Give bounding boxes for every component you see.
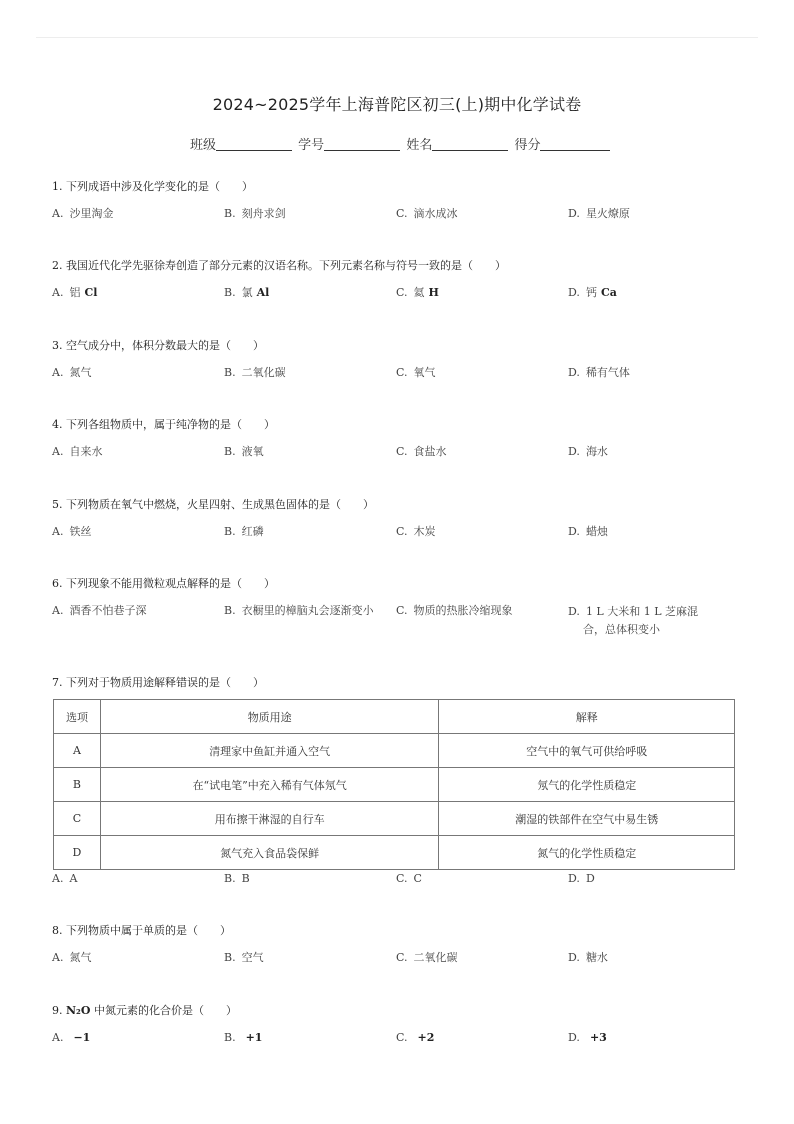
- table-cell: 清理家中鱼缸并通入空气: [100, 734, 439, 768]
- option-c[interactable]: C. 物质的热胀冷缩现象: [396, 604, 513, 617]
- option-d[interactable]: D. 1 L 大米和 1 L 芝麻混 合，总体积变小: [568, 605, 699, 636]
- table-cell: C: [54, 802, 101, 836]
- question-stem: 3. 空气成分中，体积分数最大的是（ ）: [52, 339, 264, 352]
- option-c[interactable]: C. 氦 H: [396, 286, 439, 299]
- table-row: [54, 802, 735, 836]
- question-stem: 8. 下列物质中属于单质的是（ ）: [52, 924, 231, 937]
- option-b[interactable]: B. 红磷: [224, 525, 264, 538]
- table-header-cell: 物质用途: [100, 700, 439, 734]
- table-cell: 氮气的化学性质稳定: [439, 836, 735, 870]
- option-b[interactable]: B. 衣橱里的樟脑丸会逐渐变小: [224, 604, 374, 617]
- field-name-blank[interactable]: [432, 138, 508, 151]
- question-stem: 6. 下列现象不能用微粒观点解释的是（ ）: [52, 577, 275, 590]
- option-a[interactable]: A. 自来水: [52, 445, 103, 458]
- option-row: [52, 524, 752, 540]
- question-stem: 2. 我国近代化学先驱徐寿创造了部分元素的汉语名称。下列元素名称与符号一致的是（ ）: [52, 259, 506, 272]
- table-row: [54, 768, 735, 802]
- table-cell: 用布擦干淋湿的自行车: [100, 802, 439, 836]
- option-c[interactable]: C. C: [396, 872, 422, 885]
- question-2: [52, 258, 752, 301]
- option-a[interactable]: A. 酒香不怕巷子深: [52, 604, 147, 617]
- table-header-cell: 解释: [439, 700, 735, 734]
- table-row: [54, 734, 735, 768]
- table-cell: B: [54, 768, 101, 802]
- question-3: [52, 338, 752, 381]
- option-b[interactable]: B. 氯 Al: [224, 286, 270, 299]
- option-a[interactable]: A. 沙里淘金: [52, 207, 114, 220]
- question-5: [52, 497, 752, 540]
- question-stem: 9. N₂O 中氮元素的化合价是（ ）: [52, 1004, 237, 1017]
- option-c[interactable]: C. 木炭: [396, 525, 436, 538]
- question-1: [52, 179, 752, 222]
- question-9: [52, 1003, 752, 1046]
- field-score-label: 得分: [514, 138, 541, 153]
- question-stem: 5. 下列物质在氧气中燃烧，火星四射、生成黑色固体的是（ ）: [52, 498, 374, 511]
- question-stem: 4. 下列各组物质中，属于纯净物的是（ ）: [52, 418, 275, 431]
- question-stem: 1. 下列成语中涉及化学变化的是（ ）: [52, 180, 253, 193]
- exam-title: 2024~2025学年上海普陀区初三(上)期中化学试卷: [212, 95, 582, 114]
- option-d[interactable]: D. 星火燎原: [568, 207, 630, 220]
- option-d[interactable]: D. 钙 Ca: [568, 286, 617, 299]
- field-class-blank[interactable]: [216, 138, 292, 151]
- table-header-cell: 选项: [54, 700, 101, 734]
- option-row: [52, 1030, 752, 1046]
- table-header-row: [54, 700, 735, 734]
- question-4: [52, 417, 752, 460]
- option-row: [52, 871, 752, 887]
- table-cell: A: [54, 734, 101, 768]
- table-cell: 氖气的化学性质稳定: [439, 768, 735, 802]
- option-c[interactable]: C. +2: [396, 1031, 435, 1044]
- question-stem: 7. 下列对于物质用途解释错误的是（ ）: [52, 676, 264, 689]
- option-a[interactable]: A. 铁丝: [52, 525, 92, 538]
- option-row: [52, 950, 752, 966]
- table-cell: D: [54, 836, 101, 870]
- option-row: [52, 444, 752, 460]
- option-d[interactable]: D. 稀有气体: [568, 366, 630, 379]
- field-id-blank[interactable]: [324, 138, 400, 151]
- option-b[interactable]: B. 液氧: [224, 445, 264, 458]
- option-b[interactable]: B. 刻舟求剑: [224, 207, 286, 220]
- option-row: [52, 365, 752, 381]
- table-cell: 氮气充入食品袋保鲜: [100, 836, 439, 870]
- question-7-options: [52, 871, 752, 887]
- option-c[interactable]: C. 食盐水: [396, 445, 447, 458]
- question-7: [52, 675, 752, 691]
- option-a[interactable]: A. A: [52, 872, 78, 885]
- option-a[interactable]: A. −1: [52, 1031, 91, 1044]
- option-c[interactable]: C. 滴水成冰: [396, 207, 458, 220]
- formula-n2o: N₂O: [66, 1004, 91, 1017]
- option-d[interactable]: D. 蜡烛: [568, 525, 608, 538]
- option-b[interactable]: B. 空气: [224, 951, 264, 964]
- option-c[interactable]: C. 二氧化碳: [396, 951, 458, 964]
- field-name-label: 姓名: [406, 138, 433, 153]
- question-8: [52, 923, 752, 966]
- student-info-line: [190, 134, 612, 153]
- question-7-table: [53, 699, 735, 870]
- option-row: [52, 285, 752, 301]
- option-c[interactable]: C. 氧气: [396, 366, 436, 379]
- option-b[interactable]: B. +1: [224, 1031, 263, 1044]
- option-row: [52, 206, 752, 222]
- table-cell: 潮湿的铁部件在空气中易生锈: [439, 802, 735, 836]
- field-id-label: 学号: [298, 138, 325, 153]
- field-class-label: 班级: [190, 138, 217, 153]
- option-a[interactable]: A. 氮气: [52, 951, 92, 964]
- table-cell: 空气中的氧气可供给呼吸: [439, 734, 735, 768]
- option-d[interactable]: D. 海水: [568, 445, 608, 458]
- option-d[interactable]: D. D: [568, 872, 595, 885]
- table-row: [54, 836, 735, 870]
- top-divider: [36, 37, 758, 38]
- question-6: [52, 576, 752, 636]
- table-cell: 在“试电笔”中充入稀有气体氖气: [100, 768, 439, 802]
- option-row: [52, 603, 752, 636]
- option-a[interactable]: A. 铝 Cl: [52, 286, 98, 299]
- option-d[interactable]: D. 糖水: [568, 951, 608, 964]
- option-b[interactable]: B. 二氧化碳: [224, 366, 286, 379]
- option-b[interactable]: B. B: [224, 872, 250, 885]
- option-d[interactable]: D. +3: [568, 1031, 607, 1044]
- field-score-blank[interactable]: [540, 138, 610, 151]
- option-a[interactable]: A. 氮气: [52, 366, 92, 379]
